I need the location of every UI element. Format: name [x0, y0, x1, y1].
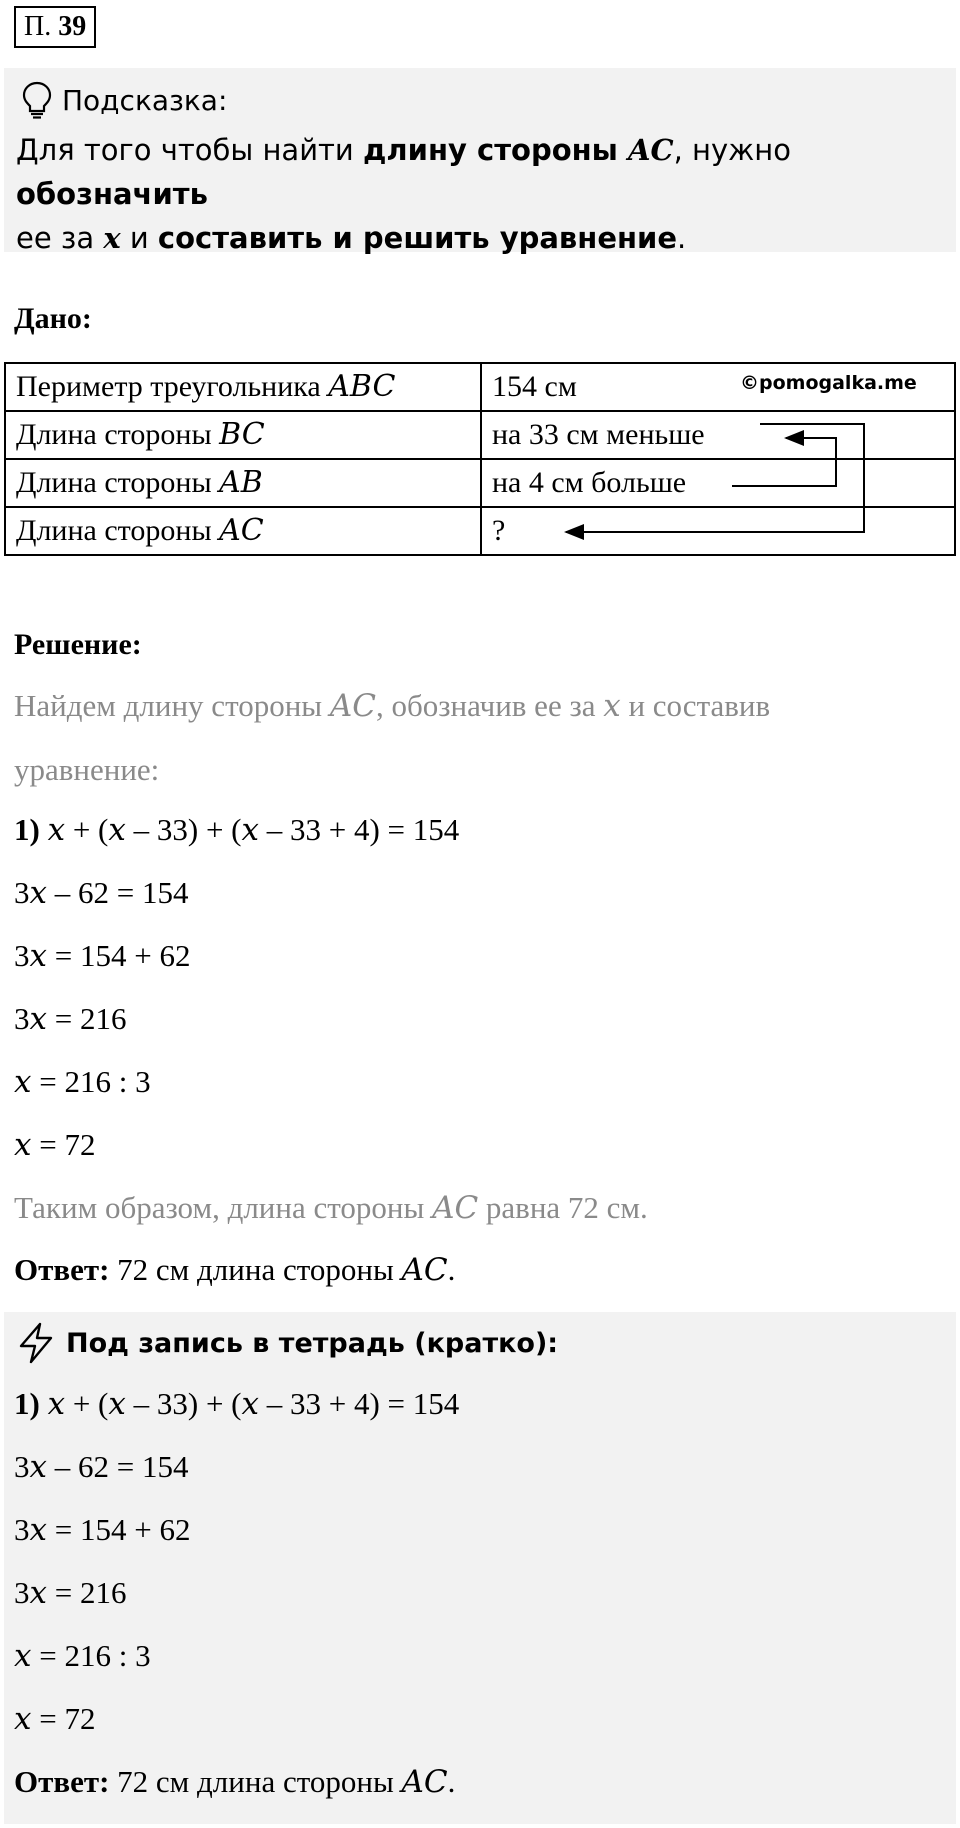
notebook-title [16, 1322, 558, 1364]
equation-line: 3x = 154 + 62 [14, 938, 191, 974]
table-row [5, 411, 955, 459]
equation-line: 3x = 216 [14, 1001, 127, 1037]
hint-text-bold: составить и решить уравнение [157, 221, 678, 255]
hint-text-part: Для того чтобы найти [16, 133, 363, 167]
given-cell-label: Длина стороны BC [5, 411, 481, 459]
solution-conclusion: Таким образом, длина стороны AC равна 72 см. [14, 1190, 648, 1226]
given-label: Дано: [14, 302, 92, 335]
problem-prefix: П. [24, 11, 52, 42]
given-cell-value: на 4 см больше [481, 459, 955, 507]
hint-title [20, 80, 227, 120]
notebook-equation-line: 1) x + (x – 33) + (x – 33 + 4) = 154 [14, 1386, 460, 1422]
problem-number-label [14, 6, 96, 48]
solution-intro-line-2: уравнение: [14, 752, 160, 787]
notebook-equation-line: 3x – 62 = 154 [14, 1449, 189, 1485]
hint-text-part: . [677, 221, 687, 255]
lightning-icon [16, 1322, 56, 1364]
hint-text-part: и [120, 221, 158, 255]
hint-text [16, 128, 946, 260]
equation-line: x = 72 [14, 1127, 96, 1163]
table-row [5, 459, 955, 507]
problem-number: 39 [58, 11, 87, 42]
hint-var-ac: AC [627, 133, 674, 167]
equation-line: 3x – 62 = 154 [14, 875, 189, 911]
notebook-equation-line: x = 72 [14, 1701, 96, 1737]
given-cell-label: Длина стороны AB [5, 459, 481, 507]
solution-intro-line-1: Найдем длину стороны AC, обозначив ее за x и составив [14, 688, 771, 724]
given-cell-value: ? [481, 507, 955, 555]
notebook-equation-line: 3x = 216 [14, 1575, 127, 1611]
solution-label: Решение: [14, 628, 142, 661]
hint-box [4, 68, 956, 255]
watermark: ©pomogalka.me [740, 372, 917, 394]
solution-answer: Ответ: 72 см длина стороны AC. [14, 1252, 456, 1288]
notebook-title-text: Под запись в тетрадь (кратко): [66, 1327, 559, 1359]
hint-text-bold: обозначить [16, 177, 208, 211]
given-cell-value: 154 см [481, 363, 955, 411]
hint-text-bold: длину стороны [363, 133, 628, 167]
table-row [5, 507, 955, 555]
equation-line: 1) x + (x – 33) + (x – 33 + 4) = 154 [14, 812, 460, 848]
hint-var-x: x [103, 221, 121, 255]
given-cell-value: на 33 см меньше [481, 411, 955, 459]
hint-title-text: Подсказка: [62, 83, 228, 117]
lightbulb-icon [20, 80, 54, 120]
hint-text-part: , нужно [673, 133, 791, 167]
given-cell-label: Длина стороны AC [5, 507, 481, 555]
equation-line: x = 216 : 3 [14, 1064, 151, 1100]
hint-text-part: ее за [16, 221, 104, 255]
notebook-answer: Ответ: 72 см длина стороны AC. [14, 1764, 456, 1800]
given-cell-label: Периметр треугольника ABC [5, 363, 481, 411]
notebook-equation-line: x = 216 : 3 [14, 1638, 151, 1674]
notebook-equation-line: 3x = 154 + 62 [14, 1512, 191, 1548]
